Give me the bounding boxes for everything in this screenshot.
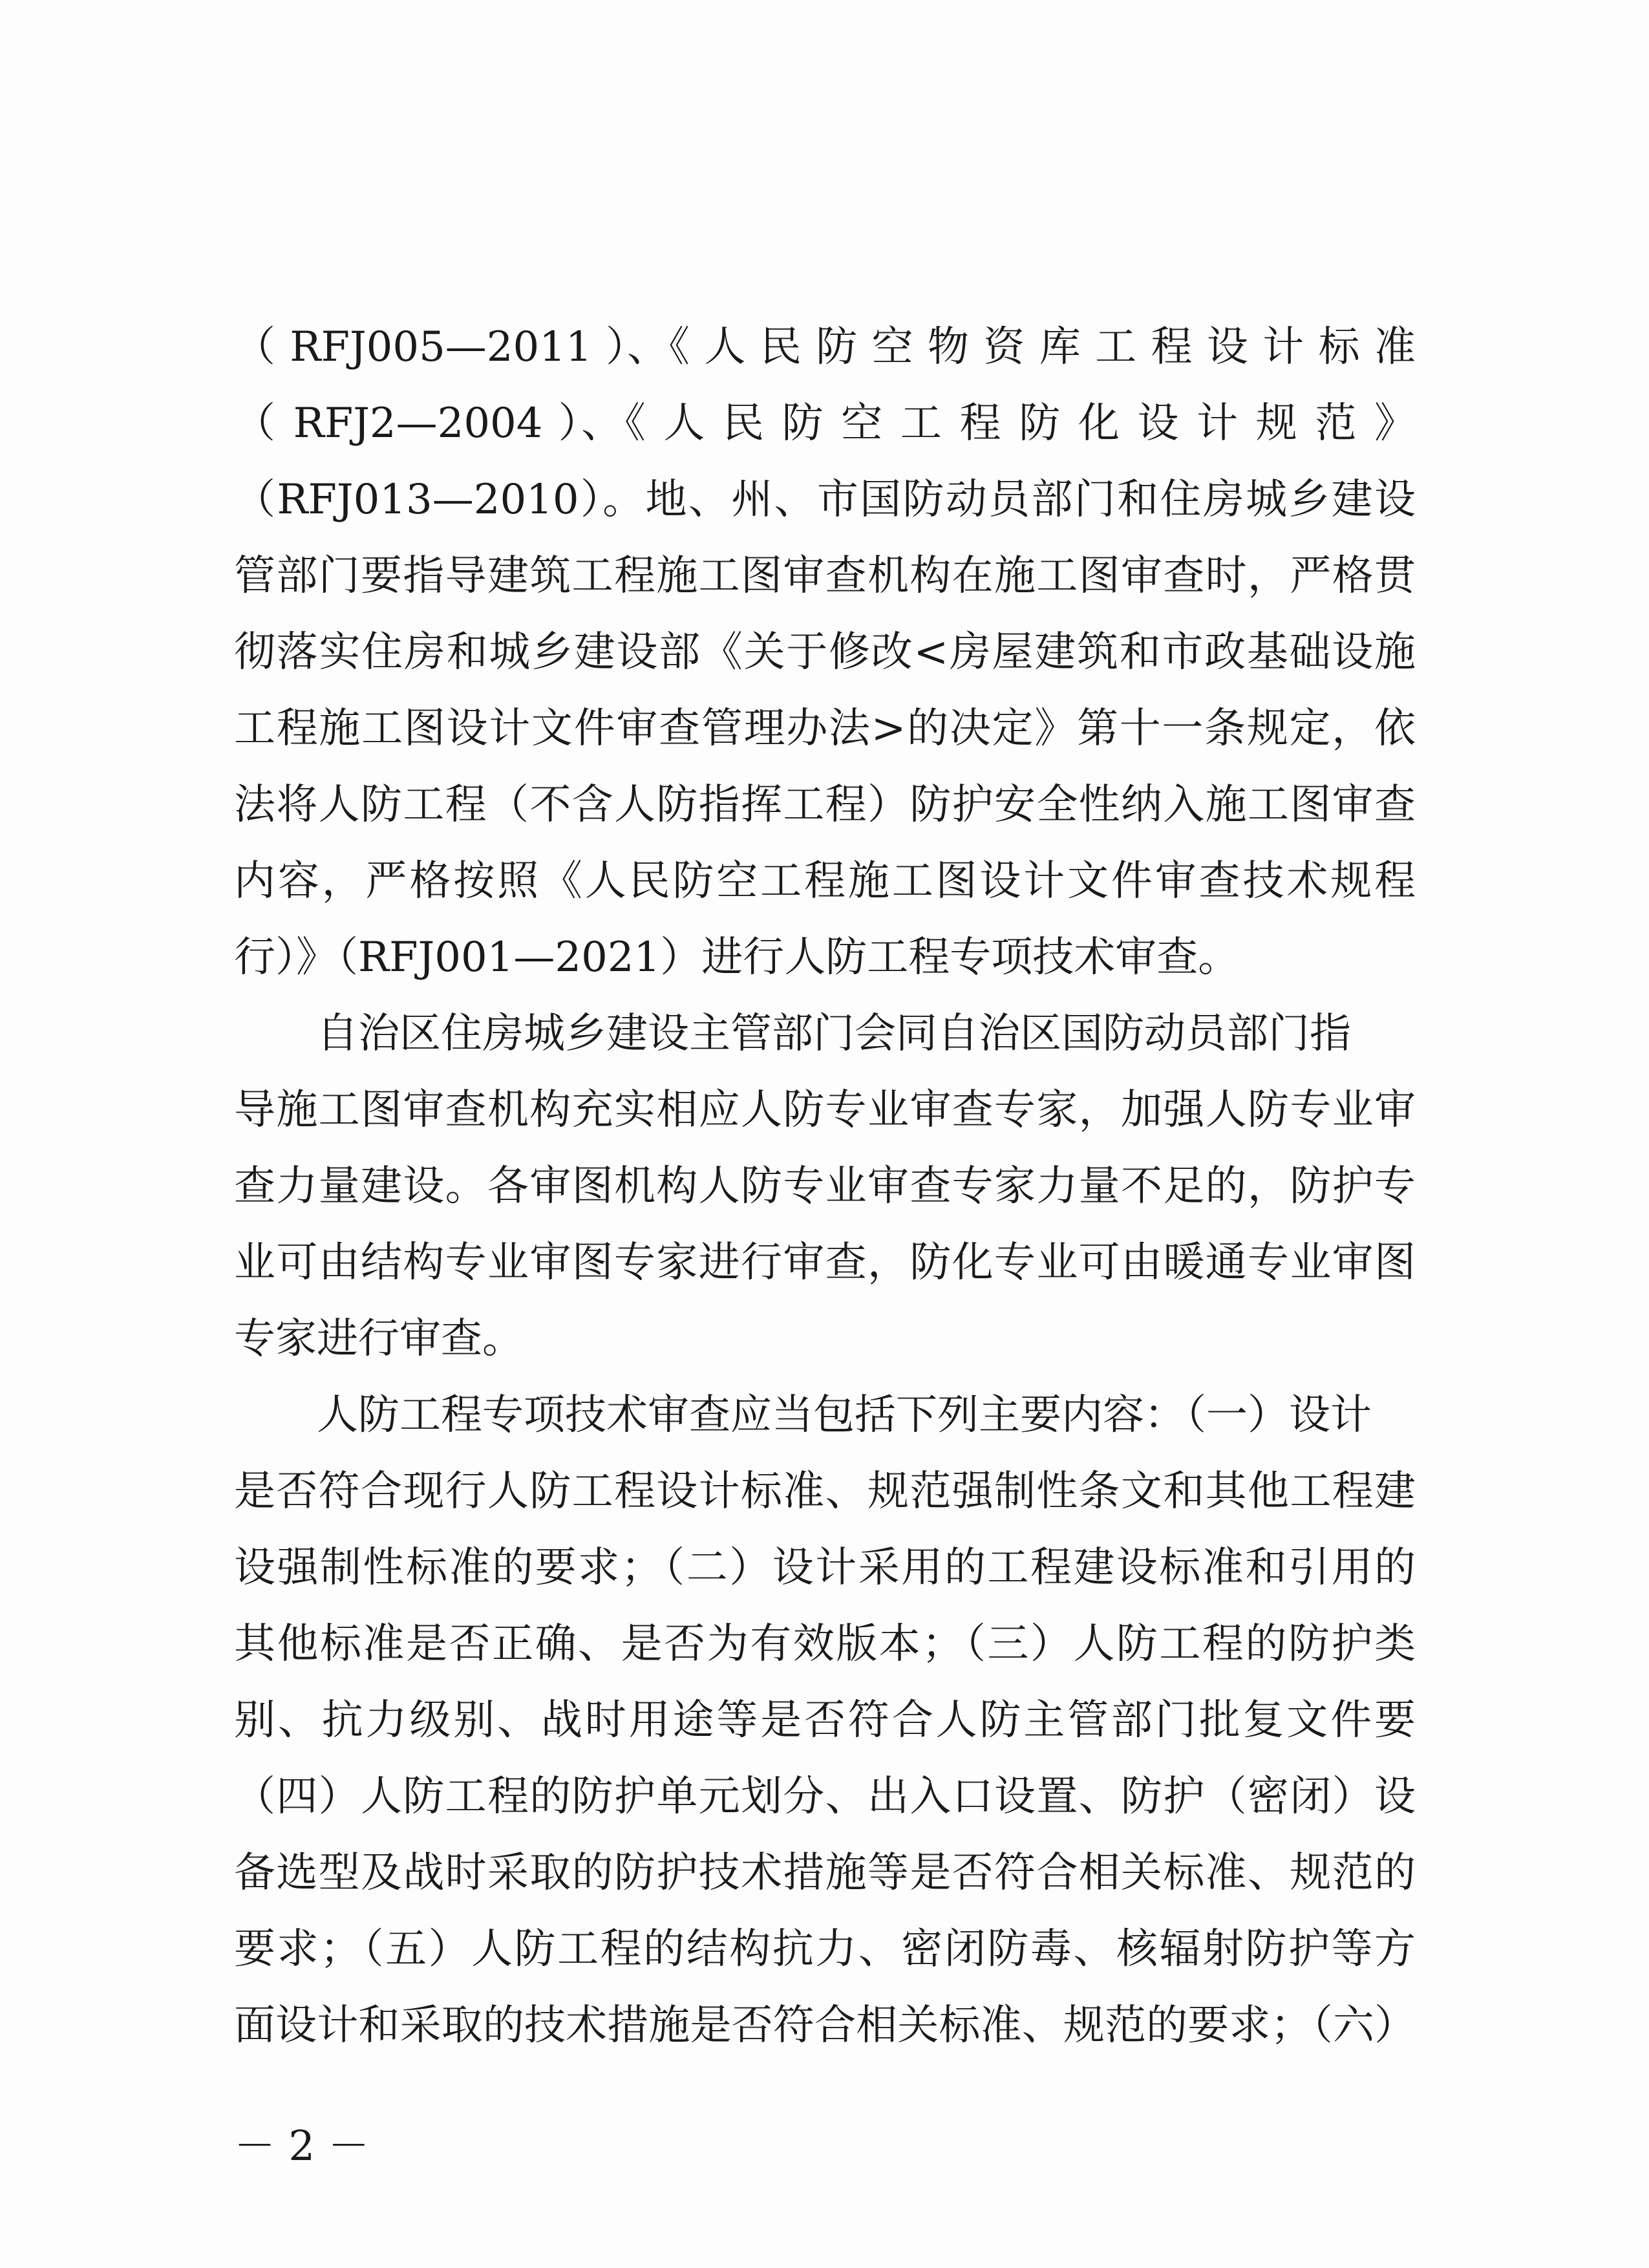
text-line: 查力量建设。各审图机构人防专业审查专家力量不足的，防护专 <box>234 1162 1416 1210</box>
text-line: 管部门要指导建筑工程施工图审查机构在施工图审查时，严格贯 <box>234 552 1416 600</box>
body-text <box>234 309 1416 2064</box>
text-line: 设强制性标准的要求；（二）设计采用的工程建设标准和引用的 <box>234 1544 1416 1592</box>
text-line: 彻落实住房和城乡建设部《关于修改<房屋建筑和市政基础设施 <box>234 628 1416 676</box>
text-line: 行）》（RFJ001—2021）进行人防工程专项技术审查。 <box>234 934 1240 981</box>
text-line: 备选型及战时采取的防护技术措施等是否符合相关标准、规范的 <box>234 1849 1416 1897</box>
text-line: 是否符合现行人防工程设计标准、规范强制性条文和其他工程建 <box>234 1468 1416 1515</box>
page-number: － 2 － <box>234 2123 370 2170</box>
text-line: 人防工程专项技术审查应当包括下列主要内容：（一）设计 <box>317 1391 1372 1439</box>
text-line: 其他标准是否正确、是否为有效版本；（三）人防工程的防护类 <box>234 1620 1416 1668</box>
text-line: 要求；（五）人防工程的结构抗力、密闭防毒、核辐射防护等方 <box>234 1925 1416 1973</box>
text-line: （四）人防工程的防护单元划分、出入口设置、防护（密闭）设 <box>234 1773 1416 1821</box>
text-line: 业可由结构专业审图专家进行审查，防化专业可由暖通专业审图 <box>234 1239 1416 1287</box>
text-line: 导施工图审查机构充实相应人防专业审查专家，加强人防专业审 <box>234 1086 1416 1134</box>
text-line: 专家进行审查。 <box>234 1315 524 1363</box>
text-line: 面设计和采取的技术措施是否符合相关标准、规范的要求；（六） <box>234 2002 1416 2049</box>
text-line: 别、抗力级别、战时用途等是否符合人防主管部门批复文件要 <box>234 1696 1416 1744</box>
text-line: 法将人防工程（不含人防指挥工程）防护安全性纳入施工图审查 <box>234 781 1416 829</box>
text-line: 工程施工图设计文件审查管理办法>的决定》第十一条规定，依 <box>234 705 1416 753</box>
text-line: （RFJ013—2010）。地、州、市国防动员部门和住房城乡建设 <box>234 476 1416 524</box>
text-line: 自治区住房城乡建设主管部门会同自治区国防动员部门指 <box>317 1010 1351 1058</box>
text-line: （ RFJ2—2004 ）、《 人 民 防 空 工 程 防 化 设 计 规 范 》 <box>234 400 1416 447</box>
text-line: （ RFJ005—2011 ）、《 人 民 防 空 物 资 库 工 程 设 计 标 准 <box>234 323 1416 371</box>
text-line: 内容，严格按照《人民防空工程施工图设计文件审查技术规程 <box>234 857 1416 905</box>
